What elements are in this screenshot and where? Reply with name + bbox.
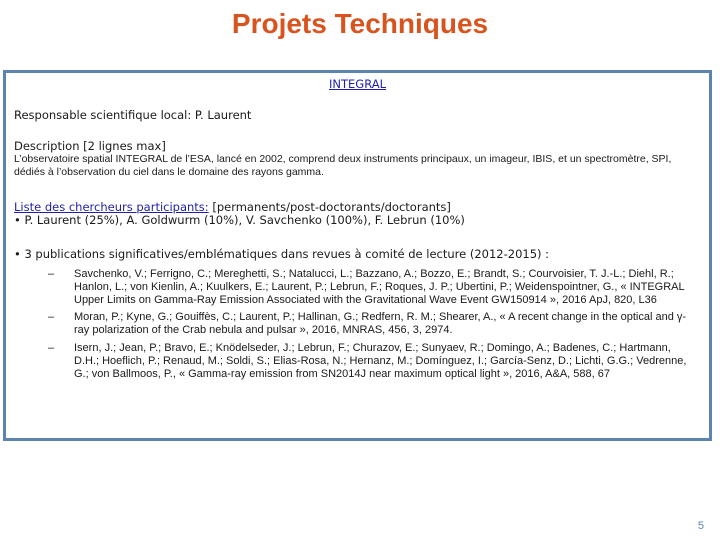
content-frame <box>3 70 712 441</box>
responsable-line: Responsable scientifique local: P. Laurent <box>14 108 252 122</box>
description-label: Description [2 lignes max] <box>14 139 166 153</box>
publication-item <box>48 311 689 337</box>
publications-heading: • 3 publications significatives/emblématiques dans revues à comité de lecture (2012-2015) : <box>14 247 550 261</box>
publication-text: Savchenko, V.; Ferrigno, C.; Mereghetti, S.; Natalucci, L.; Bazzano, A.; Bozzo, E.; Brandt, S.; Courvoisier, T. J.-L.; Diehl, R.; Hanlon, L.; von Kienlin, A.; Kuulkers, E.; Laurent, P.; Lebrun, F.; Roques, J. P.; Ubertini, P.; Weidenspointner, G., « INTEGRAL Upper Limits on Gamma-Ray Emission Associated with the Gravitational Wave Event GW150914 », 2016 ApJ, 820, L36 <box>74 268 685 306</box>
dash-bullet: – <box>48 341 55 354</box>
page-number: 5 <box>697 520 704 532</box>
chercheurs-section <box>14 201 697 227</box>
dash-bullet: – <box>48 311 55 324</box>
publications-list <box>48 268 689 385</box>
dash-bullet: – <box>48 268 55 280</box>
description-text: L’observatoire spatial INTEGRAL de l’ESA, lancé en 2002, comprend deux instruments principaux, un imageur, IBIS, et un spectromètre, SPI, dédiés à l’observation du ciel dans le domaine des rayons gamma. <box>14 153 672 178</box>
slide-title: Projets Techniques <box>231 8 489 39</box>
publication-item <box>48 268 689 306</box>
chercheurs-heading-rest: [permanents/post-doctorants/doctorants] <box>208 200 451 214</box>
description-section <box>14 140 697 179</box>
publication-item <box>48 342 689 380</box>
chercheurs-link[interactable]: Liste des chercheurs participants: <box>14 200 209 214</box>
publication-text: Isern, J.; Jean, P.; Bravo, E.; Knödelseder, J.; Lebrun, F.; Churazov, E.; Sunyaev, R.; Domingo, A.; Badenes, C.; Hartmann, D.H.; Hoeflich, P.; Renaud, M.; Soldi, S.; Elias-Rosa, N.; Hernanz, M.; Domínguez, I.; García-Senz, D.; Lichti, G.G.; Vedrenne, G.; von Ballmoos, P., « Gamma-ray emission from SN2014J near maximum optical light », 2016, A&A, 588, 67 <box>74 341 687 380</box>
project-name-link[interactable]: INTEGRAL <box>329 77 386 91</box>
publication-text: Moran, P.; Kyne, G.; Gouiffès, C.; Laurent, P.; Hallinan, G.; Redfern, R. M.; Shearer, A., « A recent change in the optical and γ-ray polarization of the Crab nebula and pulsar », 2016, MNRAS, 456, 3, 2974. <box>74 311 687 337</box>
chercheurs-list: • P. Laurent (25%), A. Goldwurm (10%), V. Savchenko (100%), F. Lebrun (10%) <box>14 213 465 227</box>
